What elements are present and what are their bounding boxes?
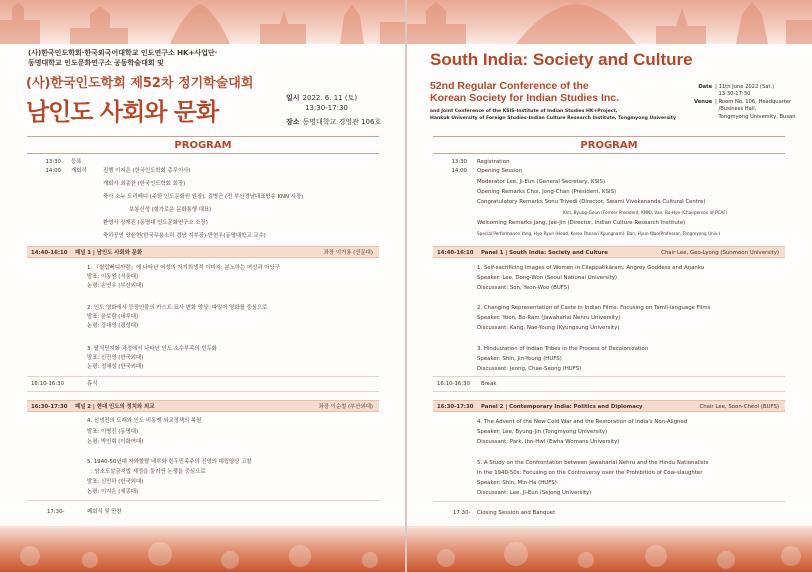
welcome-line: Welcoming Remarks Jang, Jae-Jin (Director, Indian Culture Research Institute)	[477, 220, 686, 226]
paper-speaker: Speaker: Yoon, Bo-Ram (Jawaharlal Nehru University)	[477, 315, 621, 321]
panel-1-chair: Chair Lee, Geo-Lyong (Sunmoon University)	[661, 250, 779, 256]
paper-discussant: Discussant: Lee, Ji-Eun (Sejong University)	[477, 490, 592, 496]
venue-label: Venue	[694, 98, 713, 105]
panel-2-chair: Chair Lee, Soon-Cheol (BUFS)	[699, 404, 779, 410]
break-time: 16:10-16:30	[31, 381, 65, 387]
opening-line: 개회사 최종찬 (한국인도학회 회장)	[103, 181, 186, 187]
time-opening: 14:00	[45, 168, 61, 174]
paper-speaker: Speaker: Shin, Min-Ha (HUFS)	[477, 480, 557, 486]
divider	[433, 376, 785, 377]
opening-session-label: Opening Session	[477, 168, 523, 174]
paper-speaker: 발표: 이동원 (서울대)	[87, 274, 139, 280]
paper-title: 1. Self-sacrificing Images of Women in Cilappatikāram: Angrey Goddess and Aṇanku	[477, 265, 705, 271]
paper-discussant: 논평: 정채성 (한국외대)	[87, 364, 144, 370]
panel-1-time: 14:40-16:10	[437, 250, 474, 256]
paper-speaker: 발표: 이병진 (동명대)	[87, 429, 139, 435]
venue-value: 동명대학교 경영관 106호	[302, 118, 382, 126]
panel-2-chair: 좌장 이순철 (부산외대)	[318, 404, 373, 410]
opening-line: 축하공연 양윤현(한국무용소리 경남 지부장)·반현우(동명대학교 교수)	[103, 233, 266, 239]
venue-line: /Business Hall,	[718, 106, 757, 113]
closing-time: 17:30-	[453, 510, 471, 516]
paper-title: 2. Changing Representation of Caste in Indian Films: Focusing on Tamil-language Films	[477, 305, 711, 311]
paper-title: 2. 인도 영화에서 등장인물의 카스트 묘사 변화 양상: 따밀어 영화를 중심으로	[87, 305, 268, 311]
paper-discussant: 논평: 강내영 (경성대)	[87, 323, 139, 329]
conference-name	[430, 80, 619, 104]
divider	[433, 501, 785, 502]
panel-2-time: 16:30-17:30	[437, 404, 474, 410]
panel-2-title: Panel 2 | Contemporary India: Politics and Diplomacy	[481, 404, 643, 410]
panel-1-title: 패널 1 | 남인도 사회와 문화	[75, 250, 143, 256]
paper-subtitle: in the 1940-50s: Focusing on the Controversy over the Prohibition of Cow-slaughter	[477, 470, 703, 476]
pattern-border-illustration	[406, 526, 812, 572]
panel-1-band	[27, 246, 379, 258]
organizer-line-2: 동명대학교 인도문화연구소 공동학술대회 및	[28, 59, 164, 67]
time-opening: 14:00	[451, 168, 467, 174]
closing-label: 폐회식 및 만찬	[87, 509, 122, 515]
time-registration: 13:30	[45, 159, 61, 165]
organizer-line-1: (사)한국인도학회·한국외국어대학교 인도연구소 HK+사업단·	[28, 49, 218, 57]
divider	[433, 391, 785, 392]
break-label: 휴식	[87, 381, 98, 387]
break-time: 16:10-16:30	[437, 381, 471, 387]
temple-skyline-illustration	[406, 0, 812, 44]
panel-1-band	[433, 246, 785, 258]
panel-2-title: 패널 2 | 현대 인도의 정치와 외교	[75, 404, 155, 410]
paper-speaker: Speaker: Lee, Byung-Jin (Tongmyong University)	[477, 429, 608, 435]
date-value: 2022. 6. 11 (토)	[302, 94, 358, 102]
panel-2-time: 16:30-17:30	[31, 404, 68, 410]
paper-speaker: Speaker: Shin, Jin-Young (HUFS)	[477, 356, 562, 362]
event-meta	[286, 93, 381, 127]
venue-line: Room No. 106, Headquarter	[718, 98, 792, 105]
time-registration: 13:30	[451, 159, 467, 165]
page-fold	[405, 0, 407, 572]
conference-line-2: Korean Society for Indian Studies Inc.	[430, 92, 620, 104]
english-page	[406, 0, 812, 572]
moderator-line: Moderator Lee, Ji-Eun (General Secretary, KSIS)	[477, 179, 606, 185]
paper-speaker: 발표: 윤보람 (네루대)	[87, 314, 139, 320]
main-title: South India: Society and Culture	[430, 50, 693, 69]
date-label: 일시	[286, 94, 300, 102]
paper-discussant: Discussant: Park, Ihn-Hwi (Ewha Womans University)	[477, 439, 620, 445]
divider	[27, 391, 379, 392]
date-value: 11th June 2022 (Sat.)	[718, 84, 775, 90]
opening-line: 진행 이지은 (한국인도학회 총무이사)	[103, 168, 191, 174]
venue-label: 장소	[286, 118, 300, 126]
joint-conference-lines	[430, 108, 676, 122]
paper-discussant: 논평: 박인휘 (이화여대)	[87, 439, 144, 445]
registration-label: 등록	[71, 159, 82, 165]
temple-skyline-illustration	[0, 0, 406, 44]
paper-discussant: 논평: 손연우 (부산외대)	[87, 283, 144, 289]
program-heading: PROGRAM	[433, 136, 785, 154]
opening-label: 개회식	[71, 168, 87, 174]
congrats-line: Congratulatory Remarks Sonu Trivedi (Director, Swami Vivekananda Cultural Centre)	[477, 199, 706, 205]
pattern-border-illustration	[0, 526, 406, 572]
paper-title: 5. 1940-50년대 자와할랄 네루와 힌두민족주의 진영의 대립양상 고찰	[87, 459, 252, 465]
organizer-lines	[28, 48, 308, 68]
program-heading: PROGRAM	[27, 136, 379, 154]
time-value: 13:30-17:30	[305, 104, 348, 112]
conference-line-1: 52nd Regular Conference of the	[430, 80, 589, 92]
main-title: 남인도 사회와 문화	[26, 98, 219, 126]
divider	[27, 376, 379, 377]
paper-title: 3. 탈식민지화 과정에서 나타난 인도 소수부족의 힌두화	[87, 346, 217, 352]
panel-2-band	[433, 400, 785, 412]
joint-line-2: Hankuk University of Foreign Studies-Indian Culture Research Institute, Tongmyong University	[430, 116, 676, 121]
panel-1-time: 14:40-16:10	[31, 250, 68, 256]
panel-1-title: Panel 1 | South India: Society and Culture	[481, 250, 608, 256]
event-meta: Date | 11th June 2022 (Sat.) 13:30-17:30 Venue | Room No. 106, Headquarter /Business Hall, Tongmyong University, Busan	[694, 84, 796, 120]
panel-1-chair: 좌장 이거룡 (선문대)	[323, 250, 373, 256]
break-label: Break	[481, 381, 497, 387]
registration-label: Registration	[477, 159, 510, 165]
date-label: Date	[698, 84, 713, 90]
remarks-line: Opening Remarks Choi, Jong-Chan (President, KSIS)	[477, 189, 617, 195]
time-value: 13:30-17:30	[718, 91, 751, 98]
paper-discussant: Discussant: Jeong, Chae-Seong (HUFS)	[477, 366, 582, 372]
closing-time: 17:30-	[47, 509, 65, 515]
special-performance-line: Special Performance Yang, Hyo-Ryun (Head, Korea Pansori Kyungnam)· Ban, Hyun-Woo(Professor, Tongmyong Univ.)	[477, 231, 720, 236]
opening-line: 보봉신생 (형가로운 문화통행 대표)	[129, 207, 212, 213]
paper-subtitle: : 암소도살금지법 제정을 둘러싼 논쟁을 중심으로	[91, 469, 206, 475]
opening-line: 환영사 장재진 (동명대 인도문화연구소 소장)	[103, 220, 208, 226]
venue-line: Tongmyong University, Busan	[718, 113, 796, 120]
paper-title: 5. A Study on the Confrontation between Jawaharlal Nehru and the Hindu Nationalists	[477, 460, 709, 466]
congrats-line-2: Kim, Byung-Geun (Former President, KNN), Van. Bo-Hye (Chairperson of PCAF)	[563, 210, 728, 215]
closing-label: Closing Session and Banquet	[477, 510, 556, 516]
opening-line: 축사 소누 트리베디 (주한 인도문화원 원장), 김병근 (전 부산경남대표방송 KNN 사장)	[103, 194, 304, 200]
divider	[27, 500, 379, 501]
paper-discussant: Discussant: Son, Yeon-Woo (BUFS)	[477, 285, 570, 291]
paper-title: 1. 『쌀랍빠디까람』에 나타난 여성의 자기희생적 이미지: 분노하는 여신과 아낭구	[87, 265, 280, 271]
paper-discussant: 논평: 이지은 (세종대)	[87, 489, 139, 495]
paper-speaker: Speaker: Lee, Dong-Won (Seoul National University)	[477, 275, 618, 281]
panel-2-band	[27, 400, 379, 412]
joint-line-1: and Joint Conference of the KSIS-Institute of Indian Studies HK+Project,	[430, 109, 618, 114]
paper-title: 4. The Advent of the New Cold War and the Restoration of India's Non-Aligned	[477, 419, 688, 425]
paper-speaker: 발표: 신민하 (한국외대)	[87, 479, 144, 485]
paper-title: 3. Hinduization of Indian Tribes in the Process of Decolonization	[477, 346, 649, 352]
paper-speaker: 발표: 신진영 (한국외대)	[87, 355, 144, 361]
paper-title: 4. 신냉전의 도래와 인도 비동맹 외교정책의 복원	[87, 418, 202, 424]
conference-name: (사)한국인도학회 제52차 정기학술대회	[26, 76, 254, 91]
paper-discussant: Discussant: Kang, Nae-Young (Kyungsung University)	[477, 325, 620, 331]
